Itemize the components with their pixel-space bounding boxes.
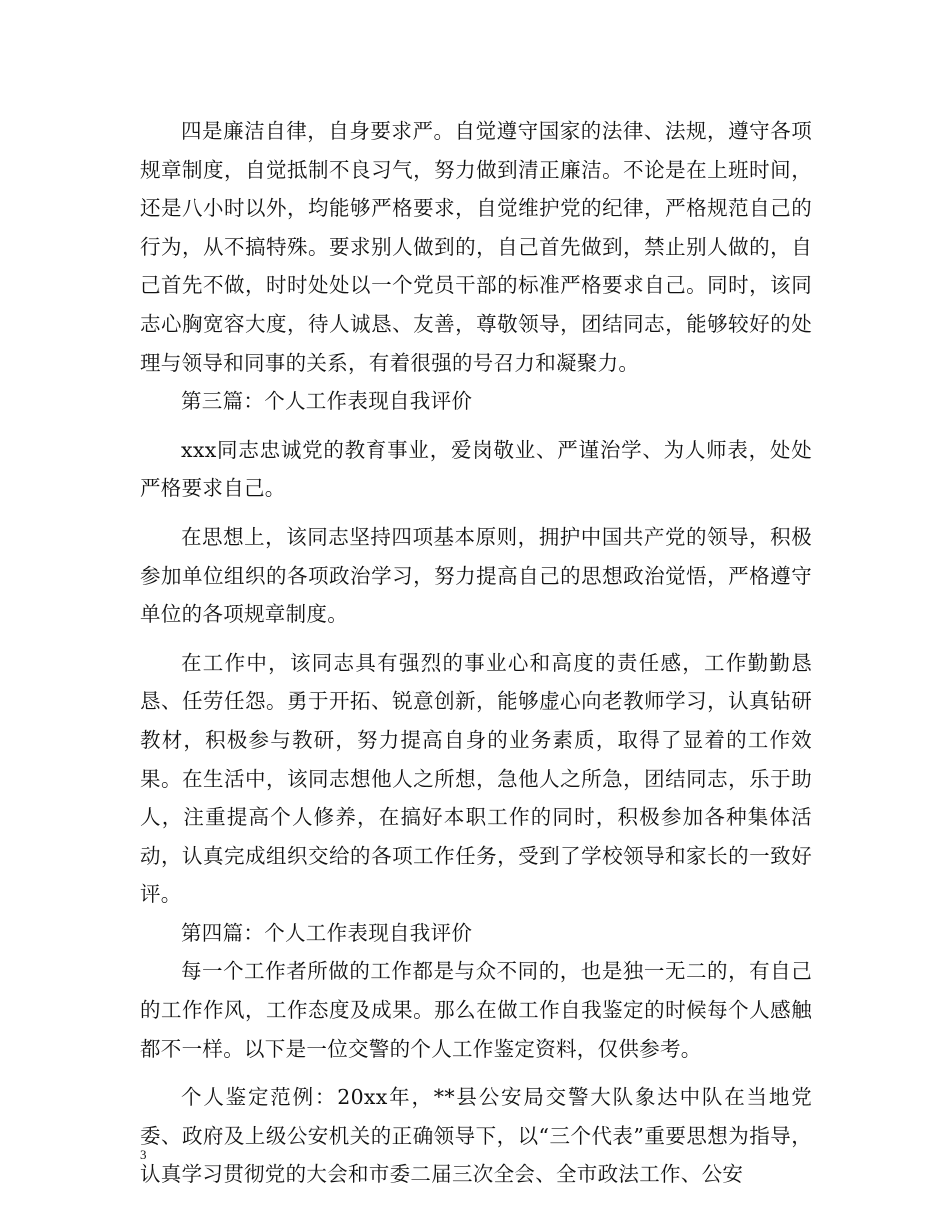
paragraph-loyalty: xxx同志忠诚党的教育事业，爱岗敬业、严谨治学、为人师表，处处严格要求自己。: [140, 437, 812, 501]
section-heading-part-three: 第三篇：个人工作表现自我评价: [181, 389, 473, 414]
document-body: [140, 112, 812, 1194]
paragraph-integrity: 四是廉洁自律，自身要求严。自觉遵守国家的法律、法规，遵守各项规章制度，自觉抵制不良习气，努力做到清正廉洁。不论是在上班时间，还是八小时以外，均能够严格要求，自觉维护党的纪律，严格规范自己的行为，从不搞特殊。要求别人做到的，自己首先做到，禁止别人做的，自己首先不做，时时处处以一个党员干部的标准严格要求自己。同时，该同志心胸宽容大度，待人诚恳、友善，尊敬领导，团结同志，能够较好的处理与领导和同事的关系，有着很强的号召力和凝聚力。: [140, 119, 812, 375]
page-number: 3: [140, 1147, 147, 1162]
paragraph-introduction: 每一个工作者所做的工作都是与众不同的，也是独一无二的，有自己的工作作风，工作态度及成果。那么在做工作自我鉴定的时候每个人感触都不一样。以下是一位交警的个人工作鉴定资料，仅供参考。: [140, 959, 812, 1061]
paragraph-ideology: 在思想上，该同志坚持四项基本原则，拥护中国共产党的领导，积极参加单位组织的各项政治学习，努力提高自己的思想政治觉悟，严格遵守单位的各项规章制度。: [140, 524, 812, 627]
paragraph-example: 个人鉴定范例：20xx年，**县公安局交警大队象达中队在当地党委、政府及上级公安机关的正确领导下，以“三个代表”重要思想为指导，认真学习贯彻党的大会和市委二届三次全会、全市政法工作、公安: [140, 1085, 812, 1187]
section-heading-part-four: 第四篇：个人工作表现自我评价: [181, 920, 473, 945]
paragraph-work-life: 在工作中，该同志具有强烈的事业心和高度的责任感，工作勤勤恳恳、任劳任怨。勇于开拓、锐意创新，能够虚心向老教师学习，认真钻研教材，积极参与教研，努力提高自身的业务素质，取得了显着的工作效果。在生活中，该同志想他人之所想，急他人之所急，团结同志，乐于助人，注重提高个人修养，在搞好本职工作的同时，积极参加各种集体活动，认真完成组织交给的各项工作任务，受到了学校领导和家长的一致好评。: [140, 650, 812, 907]
